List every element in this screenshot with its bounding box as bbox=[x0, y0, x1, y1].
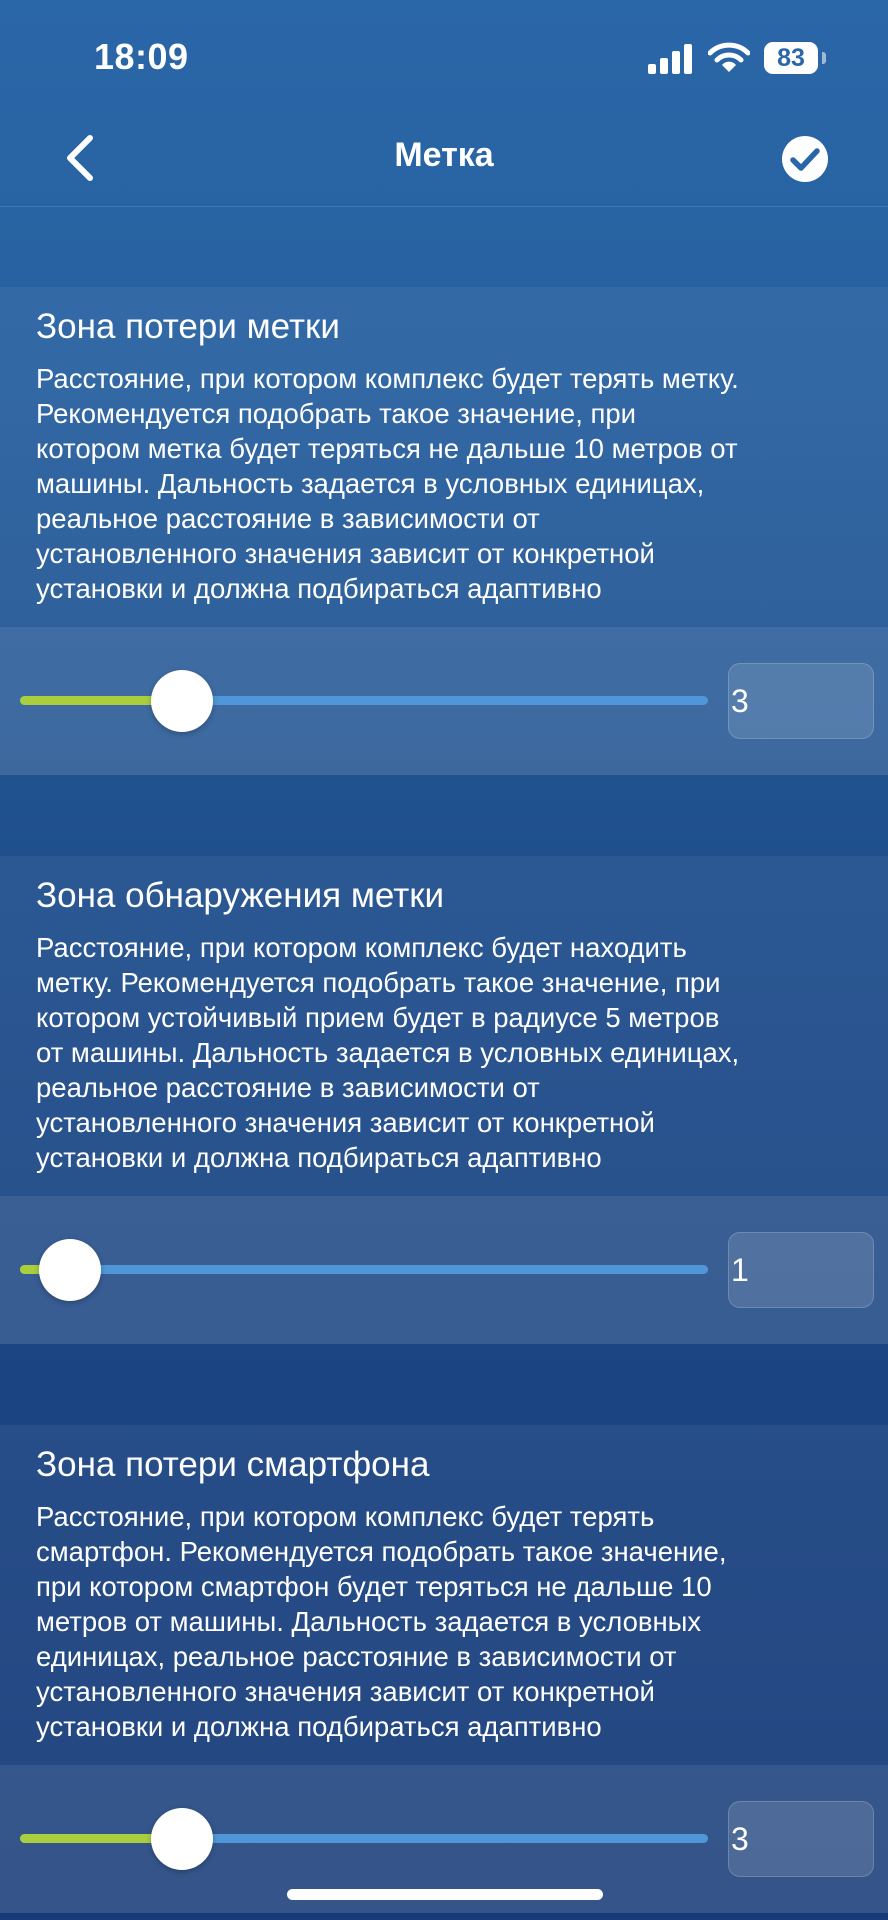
slider-row-tag-loss bbox=[0, 627, 888, 775]
page-title: Метка bbox=[394, 136, 494, 174]
status-time: 18:09 bbox=[94, 36, 189, 77]
section-description: Расстояние, при котором комплекс будет находить метку. Рекомендуется подобрать такое значение, при котором устойчивый прием будет в радиусе 5 метров от машины. Дальность задается в условных единицах, реальное расстояние в зависимости от установленного значения зависит от конкретной установки и должна подбираться адаптивно bbox=[36, 932, 740, 1173]
battery-tip bbox=[822, 52, 826, 64]
section-tag-loss-zone bbox=[0, 287, 888, 627]
status-bar bbox=[0, 0, 888, 110]
section-phone-loss-zone bbox=[0, 1425, 888, 1765]
section-title: Зона потери смартфона bbox=[36, 1445, 430, 1484]
slider-row-tag-detection bbox=[0, 1196, 888, 1344]
value-text: 3 bbox=[731, 682, 749, 719]
slider-thumb[interactable] bbox=[151, 1808, 213, 1870]
signal-icon bbox=[646, 44, 694, 74]
section-description: Расстояние, при котором комплекс будет терять метку. Рекомендуется подобрать такое значение, при котором метка будет теряться не дальше 10 метров от машины. Дальность задается в условных единицах, реальное расстояние в зависимости от установленного значения зависит от конкретной установки и должна подбираться адаптивно bbox=[36, 363, 739, 604]
wifi-icon bbox=[708, 42, 750, 74]
battery-icon bbox=[764, 42, 818, 74]
slider-track[interactable] bbox=[20, 696, 708, 705]
value-field[interactable] bbox=[728, 1801, 874, 1877]
section-title: Зона потери метки bbox=[36, 307, 340, 346]
section-description: Расстояние, при котором комплекс будет терять смартфон. Рекомендуется подобрать такое значение, при котором смартфон будет теряться не дальше 10 метров от машины. Дальность задается в условных единицах, реальное расстояние в зависимости от установленного значения зависит от конкретной установки и должна подбираться адаптивно bbox=[36, 1501, 727, 1742]
checkmark-circle-icon[interactable] bbox=[780, 134, 830, 184]
slider-thumb[interactable] bbox=[151, 670, 213, 732]
battery-level: 83 bbox=[777, 43, 805, 72]
value-text: 1 bbox=[731, 1251, 749, 1288]
slider-track[interactable] bbox=[20, 1834, 708, 1843]
value-text: 3 bbox=[731, 1820, 749, 1857]
section-tag-detection-zone bbox=[0, 856, 888, 1196]
home-indicator bbox=[287, 1889, 603, 1900]
nav-bar bbox=[0, 110, 888, 207]
slider-track[interactable] bbox=[20, 1265, 708, 1274]
slider-thumb[interactable] bbox=[39, 1239, 101, 1301]
section-title: Зона обнаружения метки bbox=[36, 876, 445, 915]
value-field[interactable] bbox=[728, 1232, 874, 1308]
value-field[interactable] bbox=[728, 663, 874, 739]
